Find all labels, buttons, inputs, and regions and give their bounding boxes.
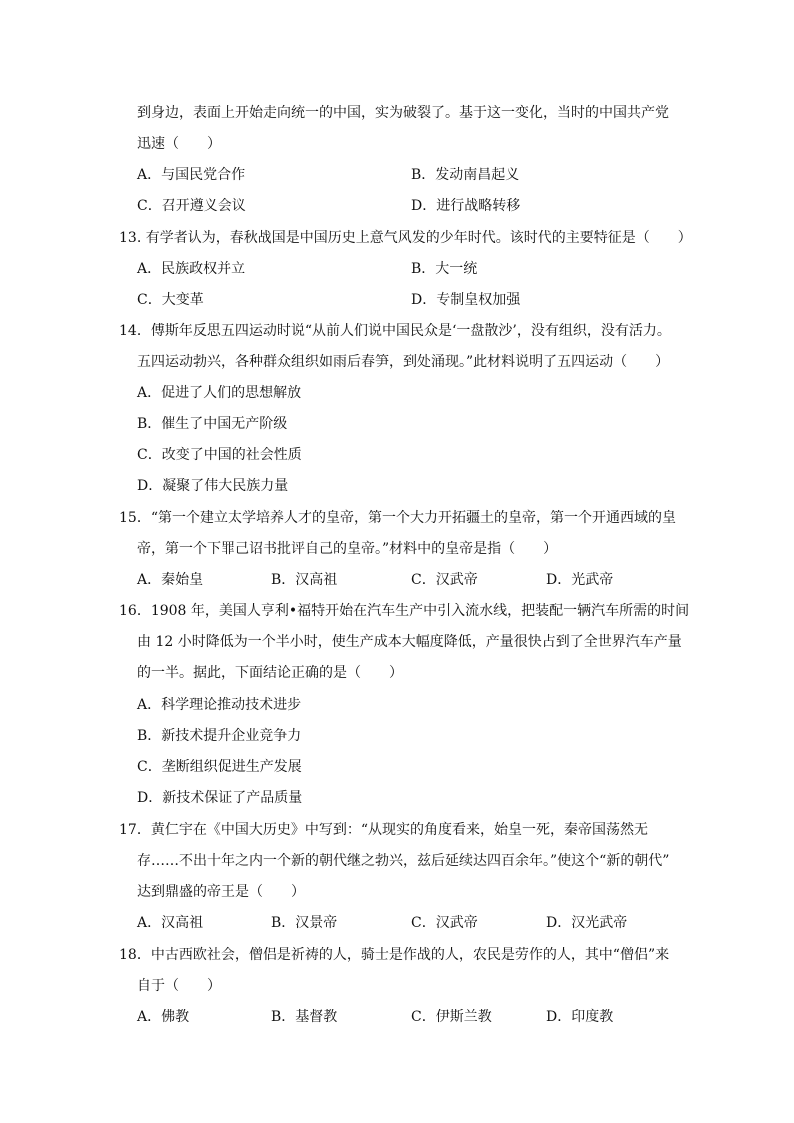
q13-option-c[interactable]: C．大变革 [137,292,204,308]
q18-option-d[interactable]: D．印度教 [546,1009,614,1025]
q18-stem-line-2: 自于（ ） [137,978,221,994]
q18-option-a[interactable]: A．佛教 [137,1009,190,1025]
q17-option-c[interactable]: C．汉武帝 [411,915,478,931]
q17-option-d[interactable]: D．汉光武帝 [546,915,628,931]
q14-stem-line-2: 五四运动勃兴，各种群众组织如雨后春笋，到处涌现。”此材料说明了五四运动（ ） [137,354,670,370]
q17-stem-line-3: 达到鼎盛的帝王是（ ） [137,884,305,900]
q18-option-c[interactable]: C．伊斯兰教 [411,1009,492,1025]
q17-option-a[interactable]: A．汉高祖 [137,915,204,931]
q16-option-d[interactable]: D．新技术保证了产品质量 [137,790,303,806]
q14-stem-line-1: 14．傅斯年反思五四运动时说“从前人们说中国民众是‘一盘散沙’，没有组织，没有活力。 [119,323,671,339]
q15-option-b[interactable]: B．汉高祖 [271,572,338,588]
q16-stem-line-2: 由 12 小时降低为一个半小时，使生产成本大幅度降低，产量很快占到了全世界汽车产量 [137,634,682,650]
q14-option-a[interactable]: A．促进了人们的思想解放 [137,385,302,401]
q16-option-b[interactable]: B．新技术提升企业竞争力 [137,728,302,744]
q16-option-a[interactable]: A．科学理论推动技术进步 [137,697,302,713]
q17-option-b[interactable]: B．汉景帝 [271,915,338,931]
q15-stem-line-1: 15．“第一个建立太学培养人才的皇帝，第一个大力开拓疆土的皇帝，第一个开通西域的皇 [119,510,676,526]
q16-stem-line-1: 16．1908 年，美国人亨利•福特开始在汽车生产中引入流水线，把装配一辆汽车所需的时间 [119,603,690,619]
q13-option-d[interactable]: D．专制皇权加强 [411,292,521,308]
q15-option-a[interactable]: A．秦始皇 [137,572,204,588]
q12-option-d[interactable]: D．进行战略转移 [411,198,521,214]
q12-option-a[interactable]: A．与国民党合作 [137,167,246,183]
q17-stem-line-2: 存……不出十年之内一个新的朝代继之勃兴，兹后延续达四百余年。”使这个“新的朝代” [137,853,670,869]
q18-option-b[interactable]: B．基督教 [271,1009,338,1025]
q18-stem-line-1: 18．中古西欧社会，僧侣是祈祷的人，骑士是作战的人，农民是劳作的人，其中“僧侣”来 [119,947,670,963]
q13-option-a[interactable]: A．民族政权并立 [137,261,246,277]
q14-option-b[interactable]: B．催生了中国无产阶级 [137,416,288,432]
q15-stem-line-2: 帝，第一个下罪己诏书批评自己的皇帝。”材料中的皇帝是指（ ） [137,541,558,557]
q13-stem-line-1: 13. 有学者认为，春秋战国是中国历史上意气风发的少年时代。该时代的主要特征是（ ） [119,230,692,246]
q12-stem-line-2: 迅速（ ） [137,136,221,152]
q15-option-c[interactable]: C．汉武帝 [411,572,478,588]
q14-option-d[interactable]: D．凝聚了伟大民族力量 [137,478,289,494]
q16-option-c[interactable]: C．垄断组织促进生产发展 [137,759,302,775]
q16-stem-line-3: 的一半。据此，下面结论正确的是（ ） [137,665,403,681]
q15-option-d[interactable]: D．光武帝 [546,572,614,588]
q17-stem-line-1: 17．黄仁宇在《中国大历史》中写到：“从现实的角度看来，始皇一死，秦帝国荡然无 [119,822,648,838]
q12-stem-line-1: 到身边，表面上开始走向统一的中国，实为破裂了。基于这一变化，当时的中国共产党 [137,105,669,121]
q14-option-c[interactable]: C．改变了中国的社会性质 [137,447,302,463]
q13-option-b[interactable]: B．大一统 [411,261,478,277]
q12-option-b[interactable]: B．发动南昌起义 [411,167,520,183]
q12-option-c[interactable]: C．召开遵义会议 [137,198,246,214]
